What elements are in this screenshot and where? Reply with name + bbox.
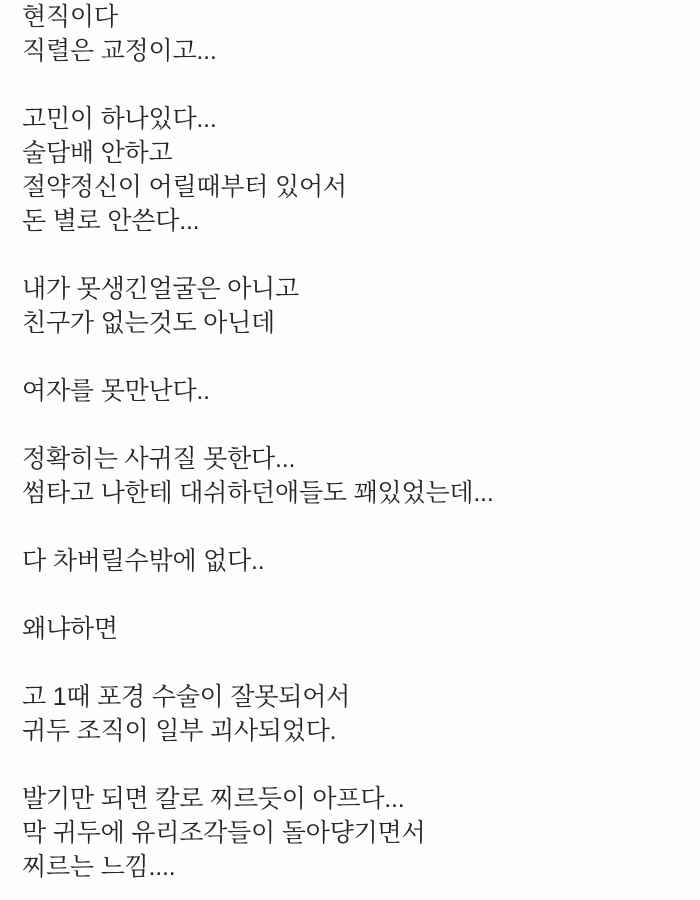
text-line: 발기만 되면 칼로 찌르듯이 아프다... bbox=[22, 785, 405, 813]
text-line: 여자를 못만난다.. bbox=[22, 377, 210, 405]
blank-line bbox=[22, 510, 676, 544]
blank-line bbox=[22, 646, 676, 680]
text-line: 돈 별로 안쓴다... bbox=[22, 207, 200, 235]
text-line: 현직이다 bbox=[22, 3, 118, 31]
text-line: 정확히는 사귀질 못한다... bbox=[22, 445, 296, 473]
text-line: 친구가 없는것도 아닌데 bbox=[22, 309, 275, 337]
blank-line bbox=[22, 340, 676, 374]
text-line: 귀두 조직이 일부 괴사되었다. bbox=[22, 717, 337, 745]
text-line: 술담배 안하고 bbox=[22, 139, 173, 167]
text-line: 고민이 하나있다... bbox=[22, 105, 217, 133]
blank-line bbox=[22, 238, 676, 272]
text-line: 직렬은 교정이고... bbox=[22, 37, 217, 65]
blank-line bbox=[22, 408, 676, 442]
text-line: 썸타고 나한테 대쉬하던애들도 꽤있었는데... bbox=[22, 479, 494, 507]
blank-line bbox=[22, 748, 676, 782]
text-line: 내가 못생긴얼굴은 아니고 bbox=[22, 275, 299, 303]
blank-line bbox=[22, 68, 676, 102]
text-line: 찌르는 느낌.... bbox=[22, 853, 176, 881]
text-line: 왜냐하면 bbox=[22, 615, 118, 643]
text-line: 다 차버릴수밖에 없다.. bbox=[22, 547, 265, 575]
text-line: 절약정신이 어릴때부터 있어서 bbox=[22, 173, 347, 201]
blank-line bbox=[22, 578, 676, 612]
text-line: 막 귀두에 유리조각들이 돌아댱기면서 bbox=[22, 819, 426, 847]
text-line: 고 1때 포경 수술이 잘못되어서 bbox=[22, 683, 351, 711]
